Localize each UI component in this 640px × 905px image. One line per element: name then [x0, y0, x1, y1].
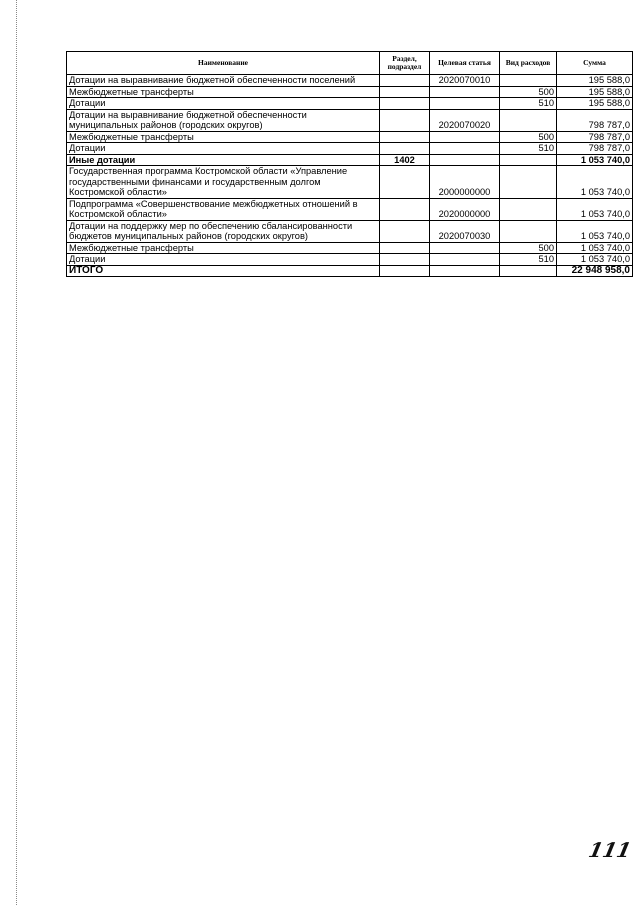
- table-row: [67, 154, 633, 166]
- cell-section: [380, 131, 430, 143]
- table-row: [67, 86, 633, 98]
- header-target: Целевая статья: [430, 52, 500, 75]
- table-row: [67, 198, 633, 220]
- cell-kind: [500, 109, 557, 131]
- cell-sum: 798 787,0: [557, 109, 633, 131]
- cell-section: [380, 143, 430, 155]
- cell-section: 1402: [380, 154, 430, 166]
- cell-target: 2000000000: [430, 166, 500, 199]
- cell-kind: [500, 75, 557, 87]
- cell-target: 2020070030: [430, 220, 500, 242]
- cell-name: Дотации на выравнивание бюджетной обеспеченности муниципальных районов (городских округов): [67, 109, 380, 131]
- cell-target: [430, 86, 500, 98]
- cell-kind: [500, 166, 557, 199]
- table-row: [67, 166, 633, 199]
- table-row: [67, 75, 633, 87]
- table-header: [67, 52, 633, 75]
- binding-margin-line: [16, 0, 17, 905]
- cell-sum: 195 588,0: [557, 98, 633, 110]
- cell-sum: 1 053 740,0: [557, 154, 633, 166]
- cell-section: [380, 98, 430, 110]
- cell-kind: 510: [500, 98, 557, 110]
- table-row: [67, 109, 633, 131]
- cell-sum: 798 787,0: [557, 143, 633, 155]
- cell-section: [380, 86, 430, 98]
- cell-name: Иные дотации: [67, 154, 380, 166]
- cell-sum: 1 053 740,0: [557, 254, 633, 266]
- cell-sum: 1 053 740,0: [557, 198, 633, 220]
- table-row: [67, 143, 633, 155]
- cell-name: Дотации на выравнивание бюджетной обеспеченности поселений: [67, 75, 380, 87]
- cell-name: Дотации на поддержку мер по обеспечению сбалансированности бюджетов муниципальных районов (городских округов): [67, 220, 380, 242]
- cell-sum: 1 053 740,0: [557, 220, 633, 242]
- cell-sum: 798 787,0: [557, 131, 633, 143]
- handwritten-page-number: 111: [586, 838, 634, 862]
- cell-section: [380, 198, 430, 220]
- cell-sum: 1 053 740,0: [557, 166, 633, 199]
- cell-kind: [500, 154, 557, 166]
- cell-sum: 1 053 740,0: [557, 242, 633, 254]
- total-empty-section: [380, 265, 430, 277]
- total-row: [67, 265, 633, 277]
- table-row: [67, 131, 633, 143]
- cell-section: [380, 254, 430, 266]
- cell-target: 2020000000: [430, 198, 500, 220]
- total-empty-target: [430, 265, 500, 277]
- cell-name: Подпрограмма «Совершенствование межбюджетных отношений в Костромской области»: [67, 198, 380, 220]
- cell-name: Межбюджетные трансферты: [67, 242, 380, 254]
- cell-sum: 195 588,0: [557, 75, 633, 87]
- cell-target: [430, 242, 500, 254]
- cell-name: Межбюджетные трансферты: [67, 131, 380, 143]
- cell-name: Дотации: [67, 143, 380, 155]
- cell-name: Дотации: [67, 254, 380, 266]
- cell-name: Дотации: [67, 98, 380, 110]
- cell-target: 2020070020: [430, 109, 500, 131]
- total-sum: 22 948 958,0: [557, 265, 633, 277]
- cell-target: 2020070010: [430, 75, 500, 87]
- cell-kind: [500, 220, 557, 242]
- header-kind: Вид расходов: [500, 52, 557, 75]
- header-row: [67, 52, 633, 75]
- cell-section: [380, 75, 430, 87]
- cell-target: [430, 154, 500, 166]
- cell-kind: 500: [500, 242, 557, 254]
- header-name: Наименование: [67, 52, 380, 75]
- cell-kind: [500, 198, 557, 220]
- cell-target: [430, 254, 500, 266]
- cell-section: [380, 109, 430, 131]
- total-label: ИТОГО: [67, 265, 380, 277]
- cell-kind: 510: [500, 254, 557, 266]
- cell-target: [430, 143, 500, 155]
- cell-section: [380, 166, 430, 199]
- cell-kind: 510: [500, 143, 557, 155]
- total-empty-kind: [500, 265, 557, 277]
- header-sum: Сумма: [557, 52, 633, 75]
- table-row: [67, 242, 633, 254]
- table-row: [67, 220, 633, 242]
- cell-name: Государственная программа Костромской области «Управление государственными финансами и государственным долгом Костромской области»: [67, 166, 380, 199]
- header-section: Раздел, подраздел: [380, 52, 430, 75]
- cell-target: [430, 131, 500, 143]
- cell-kind: 500: [500, 86, 557, 98]
- cell-name: Межбюджетные трансферты: [67, 86, 380, 98]
- budget-table: [66, 51, 633, 277]
- table-row: [67, 254, 633, 266]
- cell-section: [380, 242, 430, 254]
- cell-target: [430, 98, 500, 110]
- cell-section: [380, 220, 430, 242]
- table-body: [67, 75, 633, 277]
- cell-kind: 500: [500, 131, 557, 143]
- table-row: [67, 98, 633, 110]
- cell-sum: 195 588,0: [557, 86, 633, 98]
